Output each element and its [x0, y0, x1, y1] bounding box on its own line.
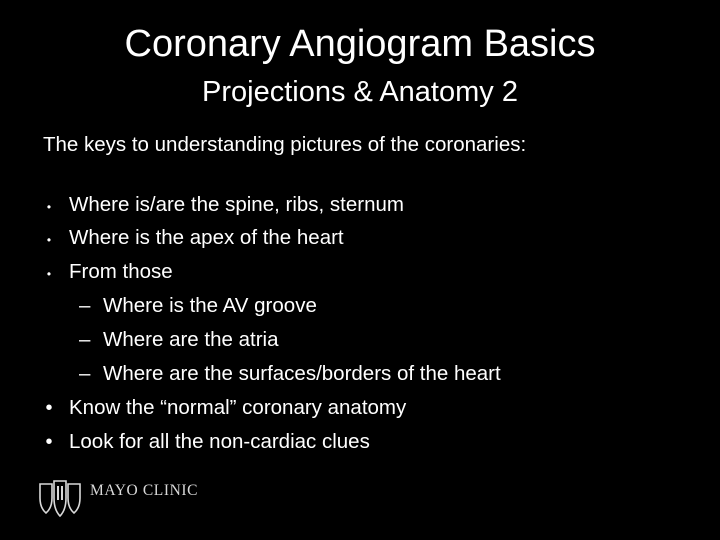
bullet-text: Look for all the non-cardiac clues	[69, 430, 370, 453]
sub-bullet-text: Where is the AV groove	[103, 294, 317, 317]
logo-text: MAYO CLINIC	[90, 482, 199, 499]
sub-bullet-text: Where are the surfaces/borders of the heart	[103, 362, 501, 385]
bullet-icon: •	[46, 200, 52, 214]
bullet-text: Where is the apex of the heart	[69, 226, 344, 249]
slide-subtitle: Projections & Anatomy 2	[202, 76, 518, 108]
bullet-text: Know the “normal” coronary anatomy	[69, 396, 407, 419]
bullet-icon: •	[46, 267, 52, 281]
bullet-text: From those	[69, 260, 173, 283]
bullet-icon: •	[46, 233, 52, 247]
sub-bullet-text: Where are the atria	[103, 328, 279, 351]
dash-icon: –	[79, 328, 91, 351]
dash-icon: –	[79, 362, 91, 385]
intro-text: The keys to understanding pictures of the coronaries:	[43, 133, 527, 156]
dash-icon: –	[79, 294, 91, 317]
mayo-shields-icon	[38, 478, 82, 518]
bullet-icon: •	[45, 431, 53, 453]
slide-title: Coronary Angiogram Basics	[124, 23, 596, 65]
bullet-text: Where is/are the spine, ribs, sternum	[69, 193, 404, 216]
mayo-clinic-logo	[38, 478, 218, 518]
bullet-icon: •	[45, 397, 53, 419]
